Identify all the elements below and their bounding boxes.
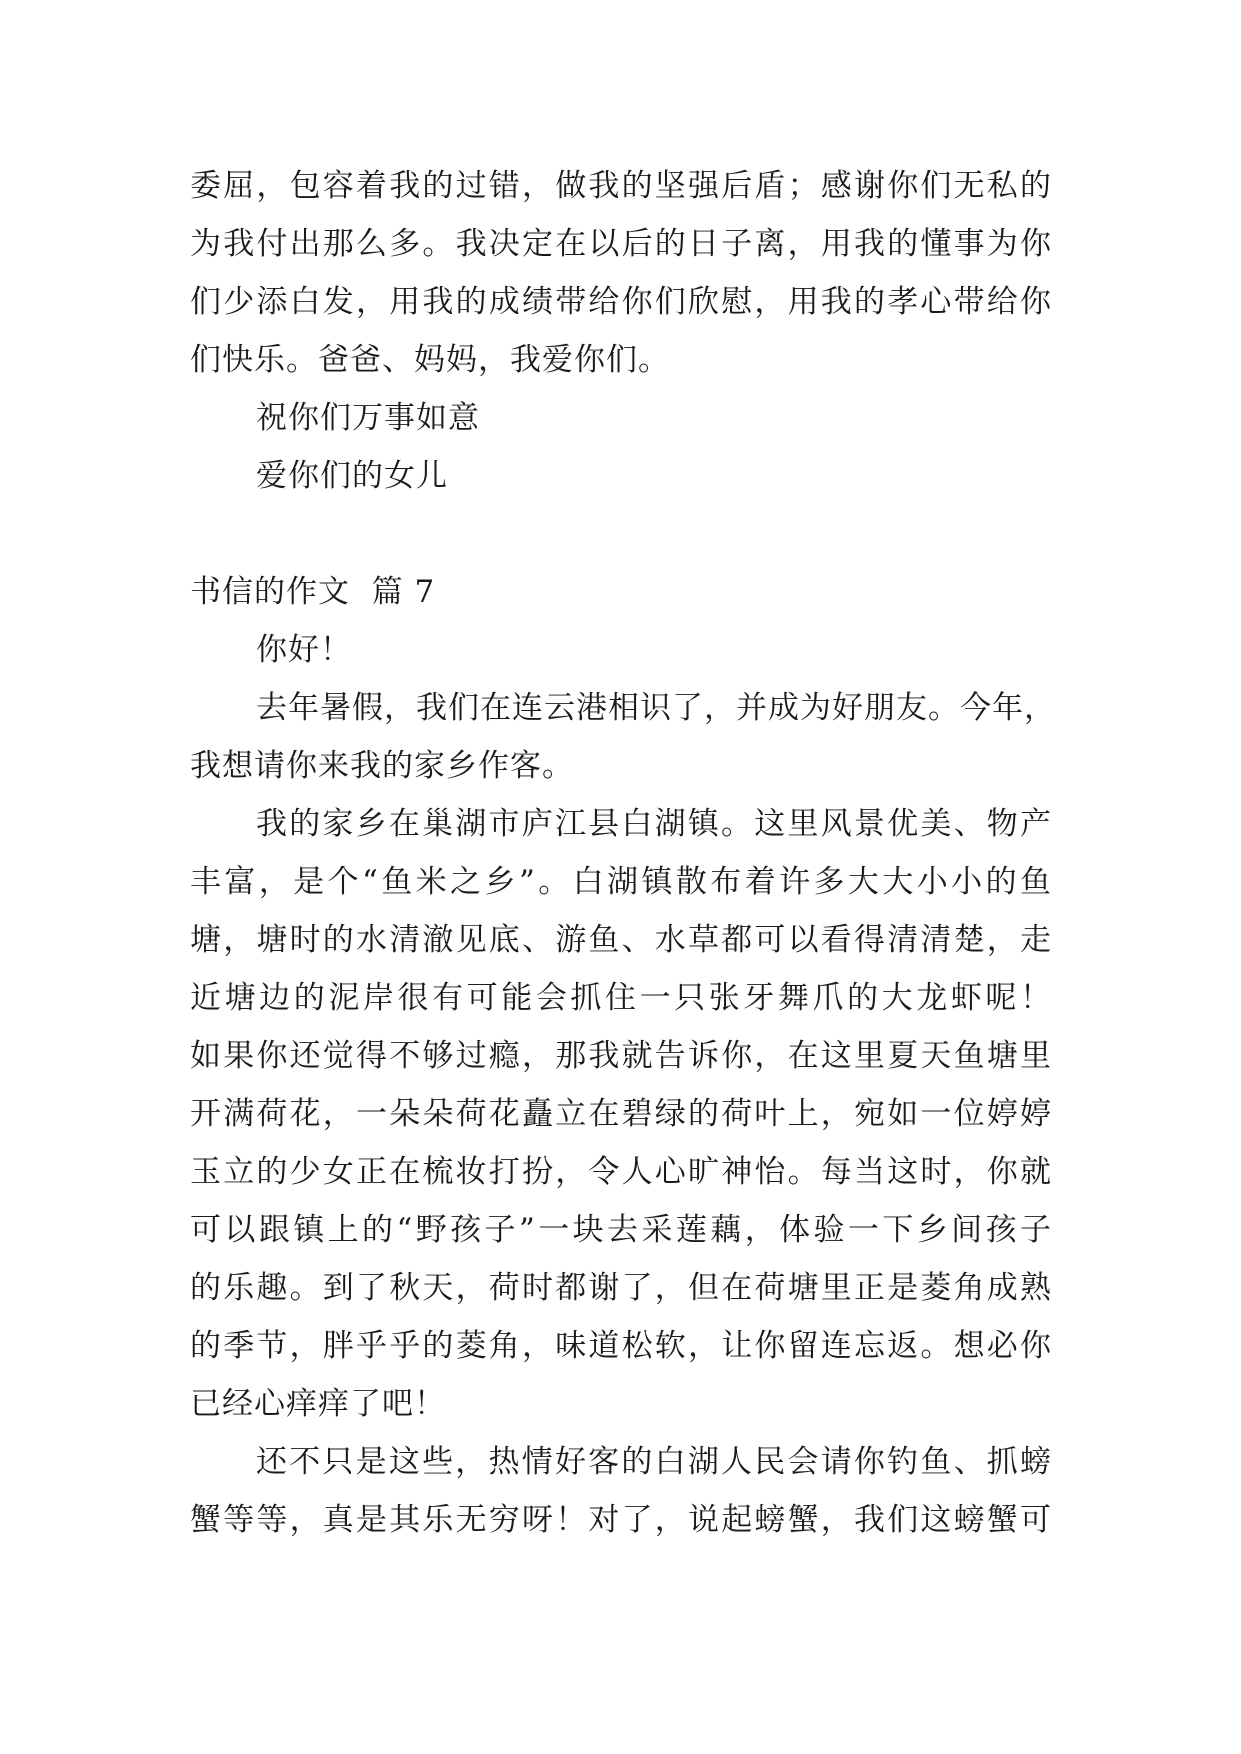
paragraph-line: 蟹等等，真是其乐无穷呀！对了，说起螃蟹，我们这螃蟹可 [190,1502,1052,1538]
paragraph-line: 开满荷花，一朵朵荷花矗立在碧绿的荷叶上，宛如一位婷婷 [190,1096,1052,1132]
paragraph-line: 可以跟镇上的“野孩子”一块去采莲藕，体验一下乡间孩子 [190,1212,1052,1248]
paragraph-line: 去年暑假，我们在连云港相识了，并成为好朋友。今年， [256,690,1056,726]
paragraph-line: 已经心痒痒了吧！ [190,1386,446,1422]
paragraph-line: 玉立的少女正在梳妆打扮，令人心旷神怡。每当这时，你就 [190,1154,1052,1190]
signature: 爱你们的女儿 [256,458,448,494]
paragraph-line: 还不只是这些，热情好客的白湖人民会请你钓鱼、抓螃 [256,1444,1052,1480]
paragraph-line: 塘，塘时的水清澈见底、游鱼、水草都可以看得清清楚，走 [190,922,1052,958]
body-line: 为我付出那么多。我决定在以后的日子离，用我的懂事为你 [190,226,1052,262]
closing-wish: 祝你们万事如意 [256,400,480,436]
section-heading: 书信的作文 篇 7 [190,574,436,610]
paragraph-line: 近塘边的泥岸很有可能会抓住一只张牙舞爪的大龙虾呢！ [190,980,1052,1016]
paragraph-line: 的乐趣。到了秋天，荷时都谢了，但在荷塘里正是菱角成熟 [190,1270,1052,1306]
body-line: 委屈，包容着我的过错，做我的坚强后盾；感谢你们无私的 [190,168,1052,204]
paragraph-line: 我的家乡在巢湖市庐江县白湖镇。这里风景优美、物产 [256,806,1052,842]
paragraph-line: 我想请你来我的家乡作客。 [190,748,574,784]
body-line: 们快乐。爸爸、妈妈，我爱你们。 [190,342,670,378]
paragraph-line: 丰富，是个“鱼米之乡”。白湖镇散布着许多大大小小的鱼 [190,864,1052,900]
paragraph-line: 的季节，胖乎乎的菱角，味道松软，让你留连忘返。想必你 [190,1328,1052,1364]
letter-greeting: 你好！ [256,632,352,668]
paragraph-line: 如果你还觉得不够过瘾，那我就告诉你，在这里夏天鱼塘里 [190,1038,1052,1074]
body-line: 们少添白发，用我的成绩带给你们欣慰，用我的孝心带给你 [190,284,1052,320]
